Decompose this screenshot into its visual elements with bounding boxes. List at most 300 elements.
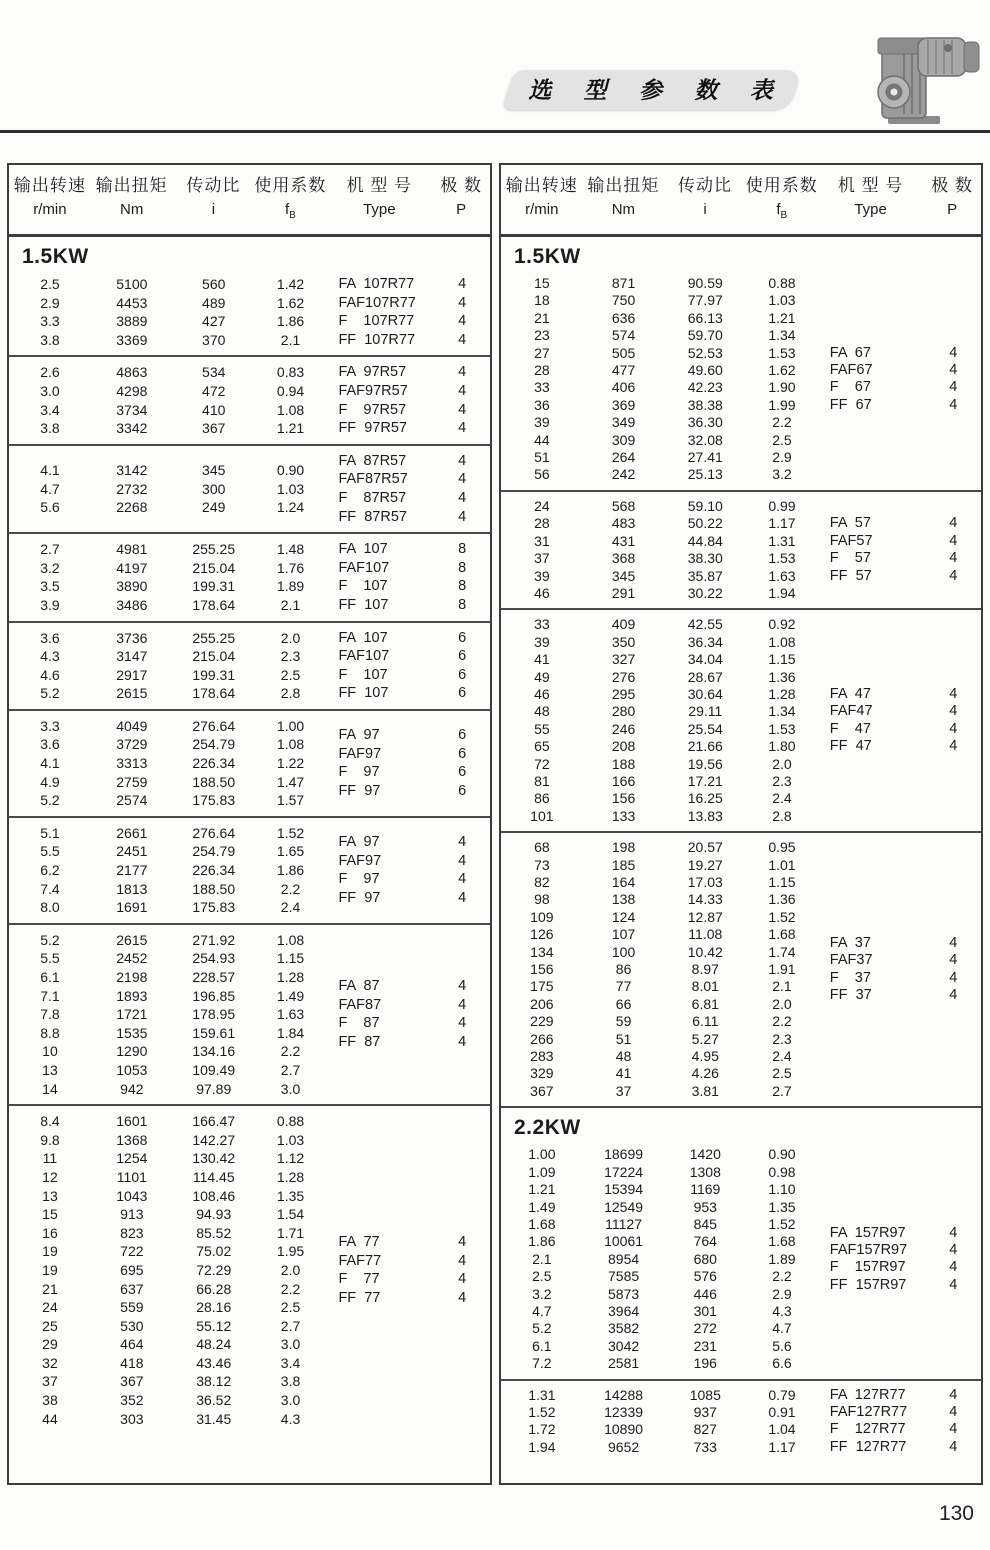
cell: 36: [534, 396, 550, 413]
cell: 5873: [608, 1285, 640, 1302]
cell: 25: [42, 1317, 58, 1334]
type-row: [818, 362, 981, 379]
type-label: FF 107R77: [338, 331, 416, 348]
cell: 1.03: [276, 1131, 305, 1148]
table-row: [501, 1268, 818, 1285]
cell: 28.67: [687, 668, 723, 685]
cell: 12: [42, 1168, 58, 1185]
value-rows: [501, 1146, 818, 1372]
cell: 13.83: [687, 807, 723, 824]
cell: 1.09: [528, 1163, 556, 1180]
cell: 2.7: [772, 1082, 792, 1099]
poles-value: 4: [949, 1259, 958, 1276]
cell: 8.0: [40, 899, 60, 916]
type-label: FAF47: [829, 703, 873, 720]
type-label: FF 107: [338, 685, 389, 702]
poles-value: 4: [458, 834, 467, 851]
cell: 126: [530, 926, 554, 943]
cell: 1.00: [528, 1146, 556, 1163]
cell: 2.5: [772, 431, 792, 448]
cell: 39: [534, 414, 550, 431]
cell: 2268: [116, 499, 148, 516]
poles-value: 4: [458, 508, 467, 525]
cell: 367: [530, 1082, 554, 1099]
cell: 1.72: [528, 1421, 556, 1438]
cell: 100: [611, 943, 636, 960]
table-row: [9, 1242, 326, 1261]
cell: 4.7: [532, 1302, 552, 1319]
poles-value: 4: [458, 1252, 467, 1269]
cell: 3.8: [280, 1373, 301, 1390]
cell: 2.1: [280, 596, 301, 613]
type-rows: [326, 726, 490, 800]
cell: 300: [202, 480, 226, 497]
cell: 11: [42, 1150, 58, 1167]
cell: 1.68: [768, 926, 796, 943]
cell: 215.04: [192, 559, 236, 576]
cell: 17.03: [687, 874, 723, 890]
type-row: [326, 1233, 490, 1252]
cell: 188.50: [192, 880, 236, 897]
table-row: [9, 363, 326, 382]
cell: 1.03: [276, 480, 305, 497]
type-label: F 87R57: [338, 489, 407, 506]
poles-value: 6: [458, 782, 467, 799]
cell: 2.1: [772, 978, 792, 995]
cell: 3042: [608, 1337, 640, 1354]
cell: 2615: [116, 931, 148, 948]
cell: 2.3: [280, 648, 301, 665]
poles-value: 4: [949, 738, 958, 755]
cell: 10890: [604, 1421, 644, 1438]
cell: 14.33: [687, 891, 723, 908]
cell: 1.49: [276, 987, 305, 1004]
cell: 242: [611, 466, 636, 483]
model-block: [9, 269, 490, 355]
table-row: [501, 1048, 818, 1065]
cell: 2615: [116, 685, 148, 702]
model-block: [501, 608, 981, 831]
type-row: [818, 1439, 981, 1456]
table-row: [9, 1410, 326, 1429]
cell: 2.5: [280, 1299, 301, 1316]
cell: 90.59: [687, 275, 723, 291]
table-row: [9, 1317, 326, 1336]
model-block: [9, 923, 490, 1104]
cell: 276.64: [192, 717, 236, 734]
cell: 409: [611, 616, 636, 633]
table-row: [9, 754, 326, 773]
cell: 2.0: [772, 995, 792, 1012]
value-rows: [9, 629, 326, 703]
cell: 246: [611, 720, 636, 737]
type-label: FF 97: [338, 889, 381, 906]
cell: 2.0: [772, 755, 792, 772]
cell: 464: [120, 1336, 144, 1353]
cell: 4197: [116, 559, 148, 576]
cell: 1308: [689, 1163, 721, 1180]
poles-value: 8: [458, 596, 467, 613]
table-row: [501, 515, 818, 532]
cell: 3313: [116, 755, 148, 772]
cell: 2.5: [772, 1065, 792, 1082]
table-row: [9, 968, 326, 987]
table-row: [9, 312, 326, 331]
tables-container: [7, 163, 983, 1485]
type-label: FA 57: [829, 515, 871, 532]
type-row: [326, 833, 490, 852]
power-section-label: 1.5KW: [514, 245, 581, 268]
cell: 2.9: [772, 1285, 792, 1302]
table-row: [501, 1199, 818, 1216]
cell: 38.38: [687, 396, 723, 413]
table-row: [501, 1181, 818, 1198]
table-row: [9, 1149, 326, 1168]
table-row: [9, 1261, 326, 1280]
cell: 1721: [116, 1006, 148, 1023]
value-rows: [501, 839, 818, 1100]
cell: 66.28: [196, 1280, 232, 1297]
table-row: [9, 735, 326, 754]
cell: 937: [693, 1403, 717, 1420]
type-label: FF 87: [338, 1034, 381, 1051]
cell: 574: [611, 327, 636, 344]
selection-table-left: [7, 163, 492, 1485]
table-row: [9, 1168, 326, 1187]
cell: 2.2: [772, 1013, 792, 1030]
cell: 138: [611, 891, 636, 908]
type-rows: [818, 686, 981, 756]
cell: 5.6: [40, 499, 60, 516]
type-row: [326, 782, 490, 801]
cell: 1.31: [528, 1386, 556, 1403]
poles-value: 4: [949, 1242, 958, 1259]
cell: 21: [534, 309, 550, 326]
cell: 6.2: [40, 862, 60, 879]
cell: 44.84: [687, 532, 723, 549]
cell: 1.63: [768, 567, 796, 584]
type-label: FAF97: [338, 852, 382, 869]
table-row: [9, 401, 326, 420]
cell: 13: [42, 1187, 58, 1204]
cell: 12.87: [687, 908, 723, 925]
poles-value: 4: [949, 567, 958, 584]
cell: 823: [120, 1224, 144, 1241]
cell: 55: [534, 720, 550, 737]
table-row: [9, 931, 326, 950]
table-row: [9, 1298, 326, 1317]
cell: 254.79: [192, 736, 236, 753]
cell: 2.7: [280, 1061, 301, 1078]
table-row: [501, 616, 818, 633]
cell: 0.90: [768, 1146, 796, 1163]
type-row: [326, 577, 490, 596]
table-row: [501, 1338, 818, 1355]
type-row: [818, 1259, 981, 1276]
type-label: FA 67: [829, 344, 871, 361]
table-row: [9, 629, 326, 648]
cell: 1.74: [768, 943, 796, 960]
cell: 2.1: [532, 1250, 552, 1267]
table-row: [501, 1387, 818, 1404]
cell: 254.79: [192, 843, 236, 860]
cell: 3.3: [40, 717, 60, 734]
cell: 329: [530, 1065, 554, 1082]
table-row: [9, 498, 326, 517]
cell: 1.57: [276, 792, 305, 809]
cell: 295: [611, 685, 636, 702]
table-header-row-units: [9, 198, 490, 228]
poles-value: 4: [458, 1234, 467, 1251]
cell: 1.35: [768, 1198, 796, 1215]
cell: 3964: [608, 1302, 640, 1319]
cell: 301: [693, 1302, 717, 1319]
cell: 134: [530, 943, 554, 960]
type-row: [818, 721, 981, 738]
cell: 114.45: [192, 1168, 235, 1185]
type-label: FA 97R57: [338, 364, 407, 381]
type-rows: [326, 363, 490, 437]
cell: 37: [42, 1373, 58, 1390]
cell: 1.89: [276, 578, 305, 595]
table-row: [501, 550, 818, 567]
cell: 1.68: [768, 1233, 796, 1250]
cell: 8.4: [40, 1113, 60, 1130]
cell: 142.27: [192, 1131, 236, 1148]
cell: 5.2: [40, 931, 60, 948]
type-row: [818, 703, 981, 720]
cell: 2.2: [280, 1280, 301, 1297]
column-header: 使用系数: [254, 176, 327, 195]
cell: 199.31: [192, 578, 236, 595]
table-row: [501, 790, 818, 807]
cell: 38.12: [196, 1373, 232, 1390]
cell: 4.9: [40, 773, 60, 790]
cell: 6.11: [692, 1013, 719, 1030]
cell: 3.0: [280, 1080, 301, 1097]
cell: 19: [42, 1261, 58, 1278]
type-label: F 47: [829, 720, 871, 737]
column-header: 使用系数: [745, 176, 818, 195]
column-header: 输出扭矩: [587, 176, 660, 195]
type-rows: [326, 452, 490, 526]
poles-value: 4: [949, 952, 958, 969]
cell: 73: [534, 856, 550, 873]
cell: 637: [120, 1280, 144, 1297]
type-row: [818, 345, 981, 362]
cell: 264: [611, 449, 636, 466]
cell: 1.22: [276, 755, 305, 772]
cell: 19.56: [687, 755, 723, 772]
type-label: F 127R77: [829, 1421, 906, 1438]
table-row: [9, 1024, 326, 1043]
table-row: [501, 568, 818, 585]
power-section-label: 2.2KW: [514, 1116, 581, 1140]
cell: 42.55: [687, 616, 723, 633]
table-row: [9, 480, 326, 499]
cell: 369: [611, 396, 636, 413]
cell: 9.8: [40, 1131, 60, 1148]
model-block: [9, 532, 490, 620]
cell: 44: [534, 431, 550, 448]
type-label: FA 47: [829, 685, 871, 702]
type-label: FAF57: [829, 532, 873, 549]
cell: 431: [611, 532, 636, 549]
cell: 32.08: [687, 431, 723, 448]
table-row: [9, 1187, 326, 1206]
cell: 10.42: [687, 943, 723, 960]
cell: 4298: [116, 382, 148, 399]
cell: 1043: [116, 1187, 148, 1204]
poles-value: 6: [458, 666, 467, 683]
table-row: [9, 880, 326, 899]
page-title: 选 型 参 数 表: [528, 77, 786, 103]
poles-value: 6: [458, 685, 467, 702]
type-label: FAF107: [338, 559, 390, 576]
table-row: [501, 1083, 818, 1100]
cell: 6.1: [40, 969, 60, 985]
cell: 3.2: [40, 559, 60, 576]
table-row: [501, 292, 818, 309]
cell: 1.94: [528, 1438, 556, 1455]
poles-value: 4: [949, 1276, 958, 1293]
type-label: F 157R97: [829, 1259, 906, 1276]
cell: 3736: [116, 629, 148, 646]
cell: 953: [693, 1198, 717, 1215]
poles-value: 4: [949, 1386, 958, 1403]
type-label: FF 77: [338, 1289, 381, 1306]
cell: 913: [120, 1206, 144, 1223]
table-row: [501, 275, 818, 292]
cell: 266: [530, 1030, 554, 1047]
cell: 1.84: [276, 1024, 305, 1041]
cell: 27: [534, 344, 550, 361]
table-row: [9, 1280, 326, 1299]
cell: 1.08: [276, 736, 305, 753]
table-row: [501, 1421, 818, 1438]
table-row: [9, 1391, 326, 1410]
cell: 2581: [608, 1355, 640, 1372]
cell: 1.36: [768, 891, 796, 908]
cell: 3.81: [691, 1082, 719, 1099]
cell: 98: [534, 891, 550, 908]
poles-value: 4: [458, 294, 467, 311]
cell: 1101: [116, 1168, 147, 1185]
table-row: [501, 1216, 818, 1233]
cell: 21: [42, 1280, 58, 1297]
cell: 30.22: [687, 584, 723, 601]
poles-value: 4: [949, 362, 958, 379]
cell: 255.25: [192, 629, 236, 646]
cell: 1.49: [528, 1198, 556, 1215]
model-block: [9, 1104, 490, 1434]
cell: 4.3: [40, 648, 60, 665]
cell: 1.34: [768, 327, 796, 344]
cell: 345: [202, 462, 226, 479]
cell: 178.95: [192, 1006, 236, 1023]
cell: 2.2: [772, 414, 792, 431]
cell: 505: [611, 344, 636, 361]
cell: 42.23: [687, 379, 723, 396]
poles-value: 4: [458, 401, 467, 418]
table-row: [9, 331, 326, 350]
cell: 2.7: [40, 541, 60, 558]
cell: 31: [534, 532, 550, 549]
model-block: [501, 269, 981, 490]
cell: 13: [42, 1061, 58, 1078]
cell: 827: [693, 1421, 717, 1438]
table-row: [9, 684, 326, 703]
table-row: [501, 978, 818, 995]
cell: 1.10: [768, 1181, 796, 1198]
cell: 7.2: [532, 1355, 552, 1372]
table-row: [501, 773, 818, 790]
table-row: [9, 987, 326, 1006]
cell: 2.2: [772, 1268, 792, 1285]
cell: 18: [534, 292, 550, 309]
type-row: [326, 852, 490, 871]
type-row: [818, 379, 981, 396]
type-label: FAF37: [829, 952, 873, 969]
cell: 133: [611, 807, 636, 824]
selection-table-right: [499, 163, 983, 1485]
cell: 1254: [116, 1150, 148, 1167]
column-unit: Type: [854, 201, 887, 218]
column-unit: i: [211, 201, 216, 218]
table-header-row-labels: [9, 173, 490, 198]
cell: 350: [611, 633, 636, 650]
table-row: [501, 961, 818, 978]
cell: 2574: [116, 792, 148, 809]
type-label: F 77: [338, 1271, 380, 1288]
table-row: [501, 533, 818, 550]
model-block: [501, 831, 981, 1106]
poles-value: 4: [458, 889, 467, 906]
cell: 25.54: [687, 720, 723, 737]
cell: 2.1: [280, 331, 301, 348]
type-row: [326, 508, 490, 527]
cell: 1.52: [528, 1403, 556, 1420]
type-label: FAF87: [338, 996, 382, 1013]
value-rows: [9, 540, 326, 614]
cell: 31.45: [196, 1410, 232, 1427]
cell: 49.60: [687, 362, 723, 379]
cell: 215.04: [192, 648, 236, 665]
table-row: [9, 791, 326, 810]
cell: 72: [534, 755, 550, 772]
table-row: [501, 909, 818, 926]
cell: 46: [534, 685, 550, 702]
cell: 3147: [116, 648, 148, 665]
cell: 636: [611, 309, 636, 326]
type-label: F 97R57: [338, 401, 407, 418]
cell: 36.52: [196, 1392, 232, 1409]
column-unit: $f_B$: [776, 201, 788, 221]
type-row: [326, 363, 490, 382]
power-section-label: 1.5KW: [22, 245, 89, 268]
type-label: FAF127R77: [829, 1403, 908, 1420]
type-rows: [326, 275, 490, 349]
cell: 477: [611, 362, 636, 379]
cell: 38.30: [687, 550, 723, 567]
type-row: [326, 1270, 490, 1289]
poles-value: 4: [949, 1421, 958, 1438]
cell: 1691: [116, 899, 148, 916]
type-row: [326, 275, 490, 294]
cell: 156: [530, 961, 554, 978]
table-row: [501, 1013, 818, 1030]
cell: 1.52: [276, 824, 305, 841]
